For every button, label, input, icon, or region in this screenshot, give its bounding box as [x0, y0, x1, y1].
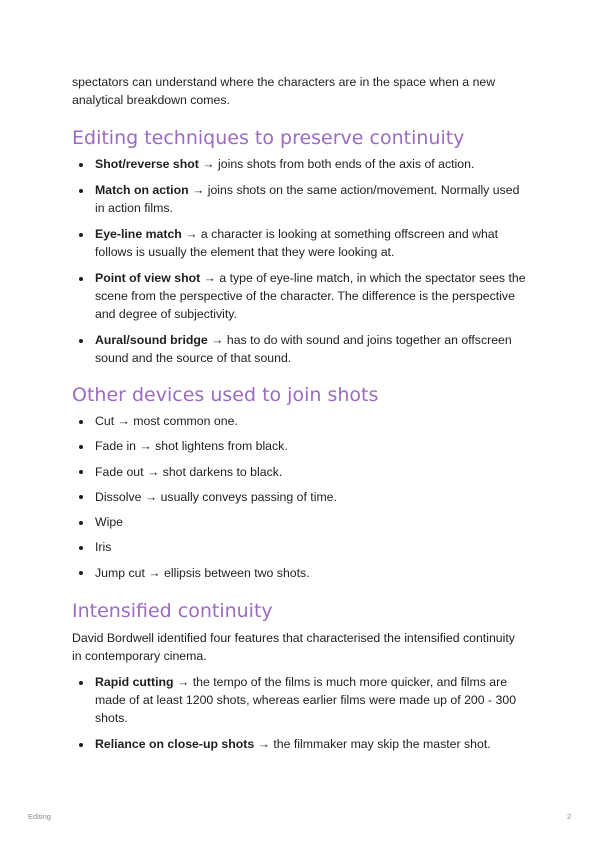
section-heading-intensified-continuity: Intensified continuity: [72, 600, 273, 622]
list-item: Fade in → shot lightens from black.: [72, 437, 532, 455]
intensified-continuity-paragraph: David Bordwell identified four features that characterised the intensified continuity in contemporary cinema.: [72, 631, 515, 663]
list-item: [72, 269, 532, 323]
list-item: [72, 673, 532, 727]
term: Rapid cutting: [95, 675, 174, 689]
description: → has to do with sound and joins together an offscreen sound and the source of that sound.: [95, 333, 512, 365]
description: → joins shots from both ends of the axis of action.: [198, 157, 475, 171]
term: Point of view shot: [95, 271, 201, 285]
footer-section-title: Editing: [28, 812, 51, 821]
description: → joins shots on the same action/movement. Normally used in action films.: [95, 183, 520, 215]
intensified-continuity-list: [72, 673, 532, 753]
list-item: Wipe: [72, 513, 532, 531]
list-item: Fade out → shot darkens to black.: [72, 463, 532, 481]
term: Eye-line match: [95, 227, 182, 241]
list-item: [72, 735, 532, 753]
section-heading-other-devices: Other devices used to join shots: [72, 384, 379, 406]
footer-page-number: 2: [567, 812, 572, 821]
list-item: Cut → most common one.: [72, 412, 532, 430]
list-item: Dissolve → usually conveys passing of time.: [72, 488, 532, 506]
list-item: [72, 155, 532, 173]
term: Reliance on close-up shots: [95, 737, 255, 751]
list-item: Jump cut → ellipsis between two shots.: [72, 564, 532, 582]
intro-paragraph: spectators can understand where the characters are in the space when a new analytical breakdown comes.: [72, 75, 496, 107]
description: → a type of eye-line match, in which the spectator sees the scene from the perspective of the character. The difference is the perspective and degree of subjectivity.: [95, 271, 526, 321]
term: Shot/reverse shot: [95, 157, 199, 171]
continuity-techniques-list: [72, 155, 532, 367]
list-item: Iris: [72, 538, 532, 556]
list-item: [72, 181, 532, 217]
list-item: [72, 331, 532, 367]
list-item: [72, 225, 532, 261]
term: Match on action: [95, 183, 189, 197]
other-devices-list: [72, 412, 532, 582]
description: → a character is looking at something offscreen and what follows is usually the element that they were looking at.: [95, 227, 499, 259]
section-heading-continuity-techniques: Editing techniques to preserve continuity: [72, 127, 465, 149]
term: Aural/sound bridge: [95, 333, 208, 347]
description: → the filmmaker may skip the master shot.: [254, 737, 491, 751]
description: → the tempo of the films is much more quicker, and films are made of at least 1200 shots, whereas earlier films were made up of 200 - 300 shots.: [95, 675, 517, 725]
